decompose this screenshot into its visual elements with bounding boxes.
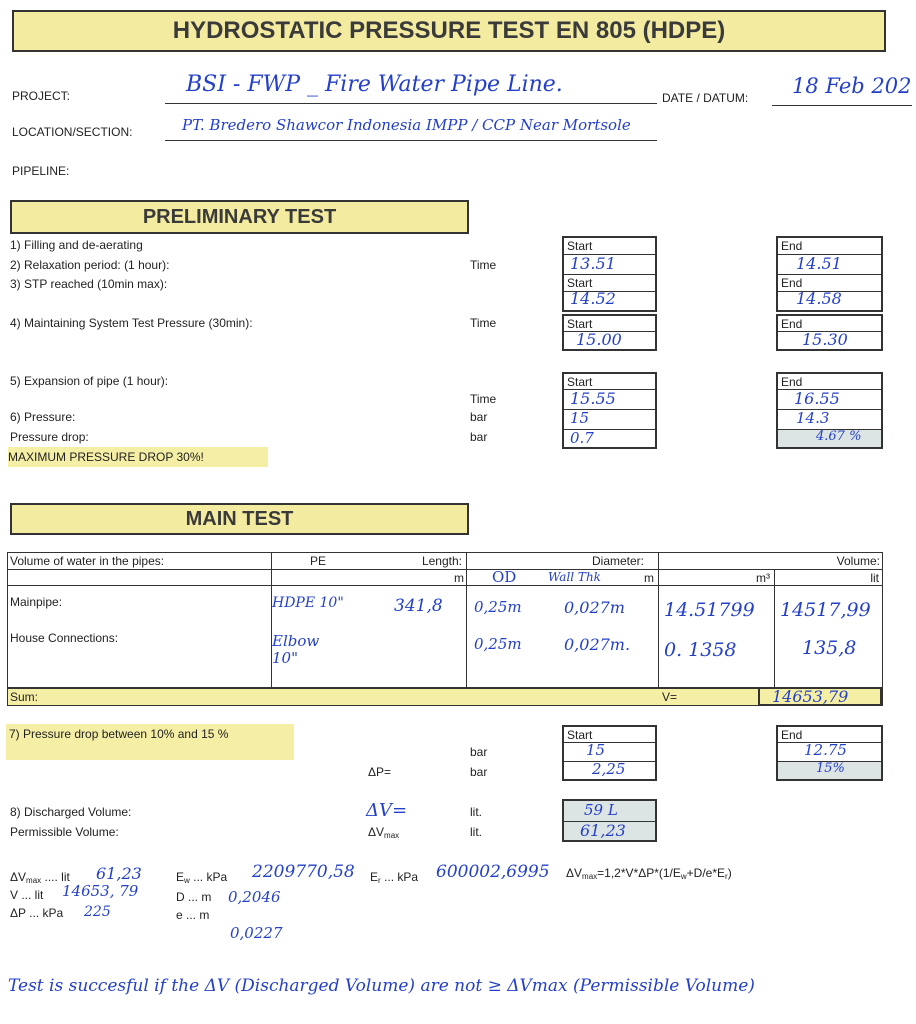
main-dp-percent: 15% [816, 761, 845, 776]
house-m3: 0. 1358 [664, 639, 737, 661]
main-test-title: MAIN TEST [10, 503, 469, 535]
main-drop-title: 7) Pressure drop between 10% and 15 % [6, 724, 294, 760]
prelim-item-7: Pressure drop: [10, 430, 89, 444]
main-drop-start-box [562, 725, 657, 781]
main-bar-label-2: bar [470, 765, 488, 779]
f-dvmax-label: $\Delta V_{max}$ .... lit [10, 870, 70, 885]
pressure-end-value: 14.3 [796, 409, 830, 427]
volume-table [7, 552, 883, 706]
main-p-start-value: 15 [586, 741, 606, 759]
preliminary-title: PRELIMINARY TEST [10, 200, 469, 234]
length-header: Length: [421, 554, 462, 568]
start-caption: Start [567, 728, 593, 742]
bar-label-2: bar [470, 430, 488, 444]
f-dp-value: 225 [84, 904, 111, 920]
mainpipe-pe: HDPE 10" [272, 595, 344, 611]
sum-box [758, 687, 882, 706]
drop-start-value: 0.7 [570, 429, 594, 447]
f-e-label: e ... m [176, 908, 210, 922]
mainpipe-od: 0,25m [474, 598, 522, 616]
discharged-label: 8) Discharged Volume: [10, 805, 132, 819]
prelim-item-1: 1) Filling and de-aerating [10, 238, 143, 252]
relax-end-box [776, 236, 883, 312]
lit-label-1: lit. [470, 805, 482, 819]
exp-end-box [776, 372, 883, 449]
location-value: PT. Bredero Shawcor Indonesia IMPP / CCP Near Mortsole [182, 116, 631, 134]
f-equation: $\Delta V_{max}=1,2*V*\Delta P*(1/E_w+D/e*E_r)$ [566, 866, 732, 881]
time-label-1: Time [470, 258, 497, 272]
mainpipe-label: Mainpipe: [10, 595, 63, 609]
pe-header: PE [310, 554, 327, 568]
location-line [165, 140, 657, 141]
dv-label: ΔV= [366, 800, 408, 821]
exp-start-value: 15.55 [570, 389, 616, 408]
f-ew-value: 2209770,58 [252, 862, 355, 882]
f-d-label: D ... m [176, 890, 212, 904]
main-p-end-value: 12.75 [804, 741, 847, 759]
maint-end-box [776, 314, 883, 351]
end-caption: End [781, 375, 803, 389]
end-caption: End [781, 276, 803, 290]
project-label: PROJECT: [12, 89, 71, 103]
f-er-label: $E_r$ ... kPa [370, 870, 419, 885]
project-line [165, 103, 657, 104]
date-line [772, 105, 912, 106]
footer-note: Test is succesful if the ΔV (Discharged Volume) are not ≥ ΔVmax (Permissible Volume) [8, 976, 755, 996]
length-unit: m [454, 571, 464, 585]
f-e-value: 0,0227 [230, 924, 283, 942]
project-value: BSI - FWP _ Fire Water Pipe Line. [186, 72, 563, 97]
discharged-value: 59 L [584, 801, 618, 819]
mainpipe-wall: 0,027m [564, 598, 625, 617]
m3-unit: m³ [756, 571, 770, 585]
main-dp-label: ΔP= [368, 765, 392, 779]
maint-start-value: 15.00 [576, 330, 622, 349]
wall-header: Wall Thk [548, 570, 601, 584]
end-caption: End [781, 728, 803, 742]
volume-result-box [562, 799, 657, 842]
start-caption: Start [567, 375, 593, 389]
v-label: V= [662, 690, 678, 704]
start-caption: Start [567, 317, 593, 331]
maint-end-value: 15.30 [802, 330, 848, 349]
house-od: 0,25m [474, 635, 522, 653]
f-d-value: 0,2046 [228, 888, 281, 906]
main-bar-label-1: bar [470, 745, 488, 759]
mainpipe-lit: 14517,99 [780, 599, 871, 621]
diameter-header: Diameter: [592, 554, 645, 568]
stp-end-value: 14.58 [796, 289, 842, 308]
exp-end-value: 16.55 [794, 389, 840, 408]
permissible-label: Permissible Volume: [10, 825, 119, 839]
start-caption: Start [567, 276, 593, 290]
location-label: LOCATION/SECTION: [12, 125, 133, 139]
house-lit: 135,8 [802, 637, 857, 659]
date-value: 18 Feb 202 [792, 74, 912, 98]
lit-label-2: lit. [470, 825, 482, 839]
maint-start-box [562, 314, 657, 351]
prelim-item-4: 4) Maintaining System Test Pressure (30min): [10, 316, 253, 330]
main-drop-end-box [776, 725, 883, 781]
sum-value: 14653,79 [772, 687, 849, 706]
mainpipe-m3: 14.51799 [664, 599, 755, 621]
time-label-3: Time [470, 392, 497, 406]
max-drop-warning: MAXIMUM PRESSURE DROP 30%! [8, 447, 268, 467]
prelim-item-6: 6) Pressure: [10, 410, 76, 424]
f-dvmax-value: 61,23 [96, 864, 142, 883]
f-v-label: V ... lit [10, 888, 44, 902]
f-dp-label: ΔP ... kPa [10, 906, 64, 920]
end-caption: End [781, 239, 803, 253]
house-label: House Connections: [10, 631, 119, 645]
house-pe: Elbow 10" [272, 632, 320, 667]
permissible-value: 61,23 [580, 821, 626, 840]
house-wall: 0,027m. [564, 635, 631, 654]
drop-end-value: 4.67 % [816, 429, 862, 444]
time-label-2: Time [470, 316, 497, 330]
exp-start-box [562, 372, 657, 449]
volume-header: Volume: [836, 554, 880, 568]
page-title: HYDROSTATIC PRESSURE TEST EN 805 (HDPE) [12, 10, 886, 52]
dvmax-label: $\Delta V_{max}$ [368, 825, 400, 840]
sum-label: Sum: [10, 690, 39, 704]
mainpipe-length: 341,8 [394, 596, 443, 616]
end-caption: End [781, 317, 803, 331]
date-label: DATE / DATUM: [662, 91, 749, 105]
lit-unit: lit [870, 571, 879, 585]
start-caption: Start [567, 239, 593, 253]
f-er-value: 600002,6995 [436, 862, 550, 882]
pressure-start-value: 15 [570, 409, 590, 427]
relax-end-value: 14.51 [796, 254, 842, 273]
prelim-item-3: 3) STP reached (10min max): [10, 277, 168, 291]
main-dp-value: 2,25 [592, 760, 626, 778]
f-ew-label: $E_w$ ... kPa [176, 870, 228, 885]
stp-start-value: 14.52 [570, 289, 616, 308]
pipeline-label: PIPELINE: [12, 164, 70, 178]
prelim-item-5: 5) Expansion of pipe (1 hour): [10, 374, 169, 388]
relax-start-value: 13.51 [570, 254, 616, 273]
f-v-value: 14653, 79 [62, 882, 139, 900]
diameter-unit: m [644, 571, 654, 585]
volume-label: Volume of water in the pipes: [10, 554, 165, 568]
od-header: OD [492, 568, 517, 586]
prelim-item-2: 2) Relaxation period: (1 hour): [10, 258, 170, 272]
relax-start-box [562, 236, 657, 312]
bar-label-1: bar [470, 410, 488, 424]
